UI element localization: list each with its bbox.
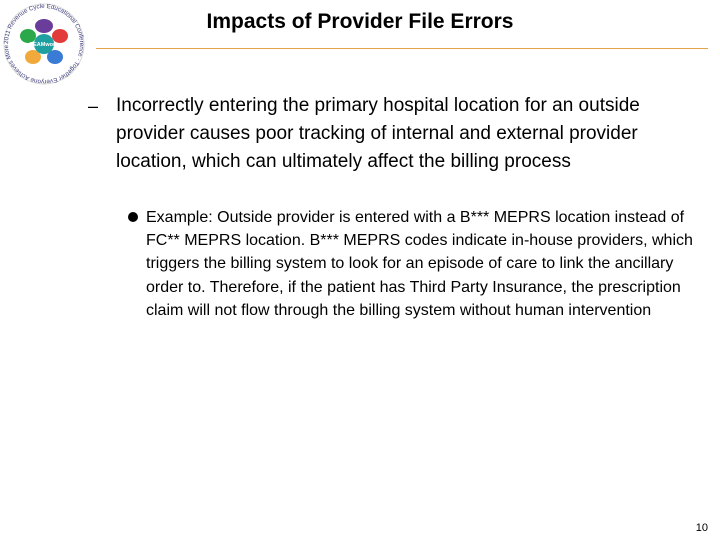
main-bullet-text: Incorrectly entering the primary hospital location for an outside provider causes poor tracking of internal and external provider location, which can ultimately affect the billing process [116, 95, 640, 172]
logo-center-text: TEAMwork [29, 42, 59, 48]
bullet-dash-marker: – [88, 96, 99, 116]
title-divider [96, 48, 708, 49]
sub-bullet-dot-icon [128, 212, 138, 222]
page-number: 10 [695, 522, 708, 534]
slide-title: Impacts of Provider File Errors [206, 10, 514, 33]
sub-bullet-text: Example: Outside provider is entered with a B*** MEPRS location instead of FC** MEPRS location. B*** MEPRS codes indicate in-house providers, which triggers the billing system to look for an episode of care to link the ancillary order to. Therefore, if the patient has Third Party Insurance, the prescription claim will not flow through the billing system without human intervention [146, 209, 693, 319]
logo-ring-text: 2011 Revenue Cycle Educational Conference · Together Everyone Achieves More [2, 2, 86, 86]
